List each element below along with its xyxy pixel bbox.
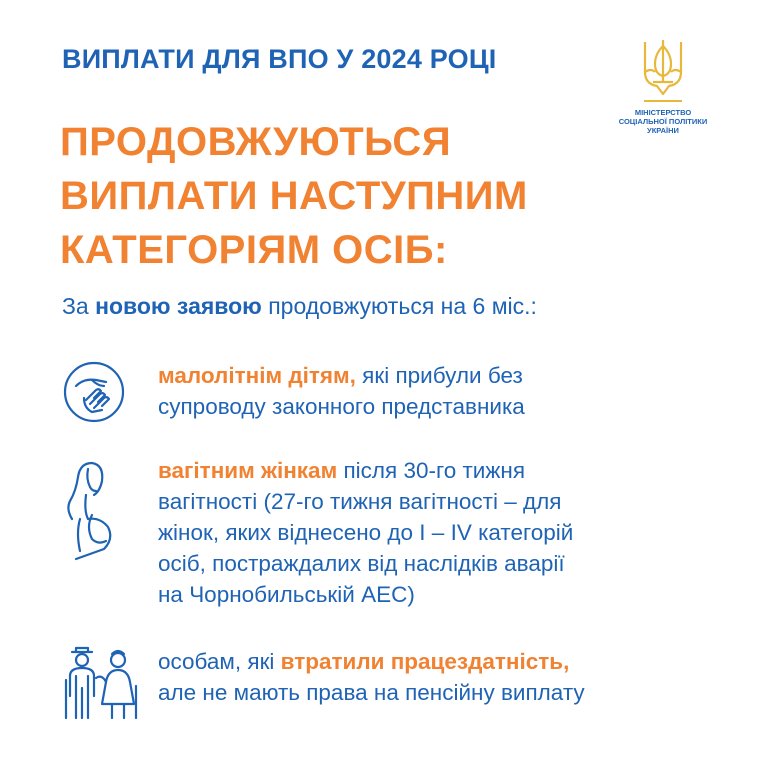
caring-hands-icon (62, 360, 126, 424)
logo-divider (644, 100, 682, 102)
pregnant-woman-icon (62, 455, 122, 565)
main-title-line3: КАТЕГОРІЯМ ОСІБ: (60, 228, 448, 272)
subtitle (62, 293, 537, 320)
item2-line5: на Чорнобильській АЕС) (158, 582, 415, 607)
list-item-disabled (62, 646, 738, 726)
subtitle-prefix: За (62, 293, 96, 319)
item1-line2: супроводу законного представника (158, 394, 525, 419)
item3-line2: але не мають права на пенсійну виплату (158, 680, 585, 705)
item2-line2: вагітності (27-го тижня вагітності – для (158, 489, 562, 514)
top-title: ВИПЛАТИ ДЛЯ ВПО У 2024 РОЦІ (62, 44, 497, 74)
item1-line1-rest: які прибули без (355, 363, 523, 388)
trident-icon (641, 38, 685, 96)
subtitle-suffix: продовжуються на 6 міс.: (261, 293, 537, 319)
item3-highlight: втратили працездатність, (280, 649, 570, 674)
elderly-couple-icon (62, 646, 142, 722)
main-title (60, 115, 528, 277)
item3-prefix: особам, які (158, 649, 281, 674)
logo-text-line1: МІНІСТЕРСТВО (634, 108, 692, 117)
item1-highlight: малолітнім дітям, (158, 363, 356, 388)
main-title-line1: ПРОДОВЖУЮТЬСЯ (60, 120, 452, 164)
item2-line1-rest: після 30-го тижня (337, 458, 526, 483)
logo-text-line2: СОЦІАЛЬНОЇ ПОЛІТИКИ (618, 117, 708, 126)
ministry-logo (618, 38, 708, 135)
item2-line3: жінок, яких віднесено до І – IV категорій (158, 520, 574, 545)
list-item-children (62, 360, 738, 430)
item2-line4: осіб, постраждалих від наслідків аварії (158, 551, 565, 576)
item2-highlight: вагітним жінкам (158, 458, 338, 483)
subtitle-bold: новою заявою (95, 293, 262, 319)
list-item-pregnant (62, 455, 738, 615)
logo-text-line3: УКРАЇНИ (647, 126, 679, 135)
main-title-line2: ВИПЛАТИ НАСТУПНИМ (60, 174, 528, 218)
